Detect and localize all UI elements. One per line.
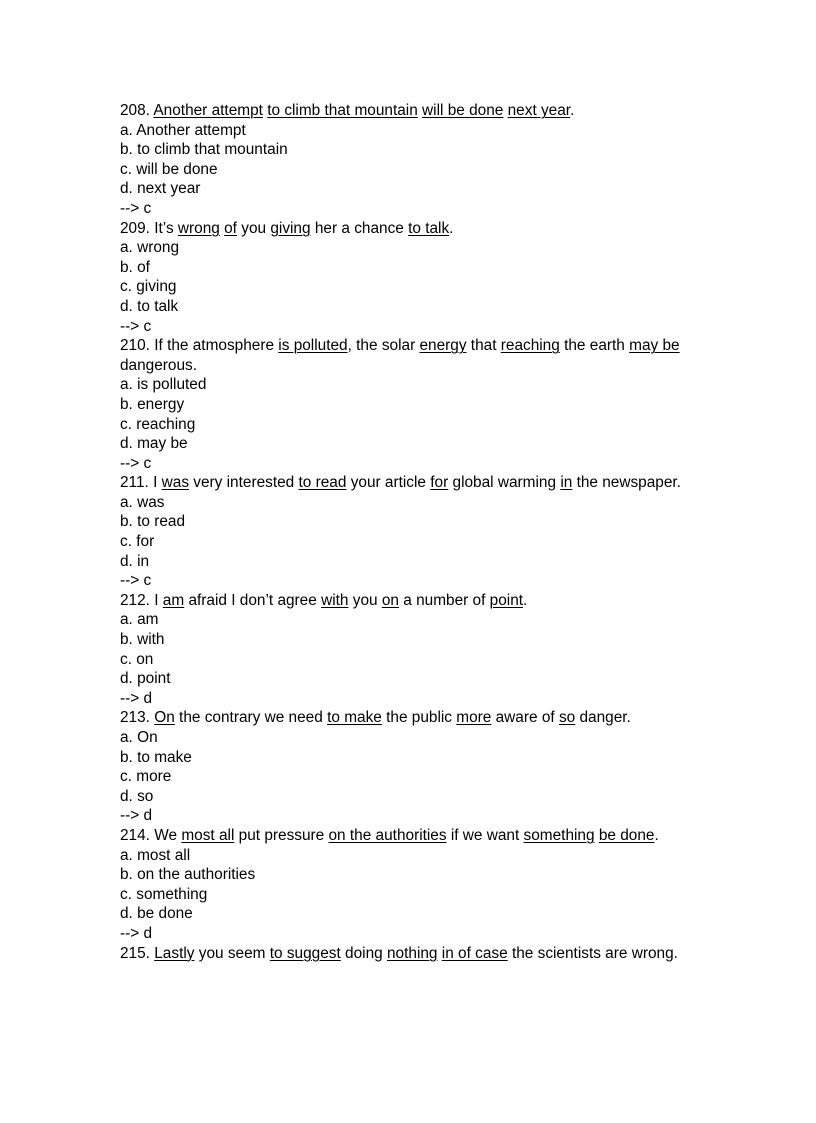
underlined-phrase: in of case	[441, 944, 508, 962]
answer-option: b. to make	[120, 748, 192, 766]
question-block	[120, 944, 690, 964]
underlined-phrase: so	[558, 709, 576, 727]
question-block	[120, 336, 690, 473]
underlined-phrase: to talk	[408, 219, 450, 237]
question-block	[120, 473, 690, 591]
question-stem	[120, 708, 690, 728]
stem-text: doing	[340, 944, 387, 962]
answer-option: a. On	[120, 729, 158, 746]
question-number: 211.	[120, 474, 149, 492]
answer-option: a. am	[120, 611, 159, 629]
underlined-phrase: reaching	[500, 337, 560, 355]
stem-text: the scientists are wrong.	[507, 944, 678, 962]
underlined-phrase: to climb that mountain	[267, 102, 418, 119]
underlined-phrase: be done	[598, 826, 655, 844]
question-stem	[120, 473, 690, 493]
stem-text: the contrary we need	[174, 709, 328, 727]
question-document	[120, 101, 690, 963]
stem-text: you	[348, 591, 382, 609]
stem-text: put pressure	[234, 826, 329, 844]
underlined-phrase: giving	[270, 219, 311, 237]
answer-option: c. on	[120, 650, 154, 668]
underlined-phrase: point	[489, 591, 524, 609]
stem-text: .	[570, 102, 575, 119]
answer-option: b. with	[120, 631, 165, 649]
answer-option: d. point	[120, 670, 171, 688]
question-number: 212.	[120, 591, 150, 609]
underlined-phrase: for	[430, 474, 449, 492]
stem-text: very interested	[189, 474, 299, 492]
question-number: 215.	[120, 944, 150, 962]
underlined-phrase: wrong	[177, 219, 220, 237]
stem-text: I	[148, 474, 162, 492]
answer-option: c. for	[120, 533, 155, 551]
stem-text: you	[236, 219, 271, 237]
answer-option: b. energy	[120, 395, 185, 413]
underlined-phrase: most all	[181, 826, 235, 844]
answer-option: c. something	[120, 885, 208, 903]
question-number: 208.	[120, 102, 150, 119]
question-stem	[120, 336, 690, 375]
underlined-phrase: with	[321, 591, 349, 609]
underlined-phrase: will be done	[422, 102, 504, 119]
answer-option: d. next year	[120, 180, 201, 198]
question-stem	[120, 591, 690, 611]
stem-text: a number of	[398, 591, 490, 609]
underlined-phrase: next year	[507, 102, 571, 119]
answer-option: a. wrong	[120, 239, 180, 257]
question-stem	[120, 219, 690, 239]
underlined-phrase: Another attempt	[153, 102, 263, 119]
answer-key: --> c	[120, 572, 152, 590]
stem-text: .	[654, 826, 659, 844]
answer-option: b. of	[120, 258, 150, 276]
answer-key: --> c	[120, 199, 152, 217]
answer-option: b. to read	[120, 513, 186, 531]
answer-option: a. Another attempt	[120, 121, 246, 139]
stem-text: .	[523, 591, 528, 609]
answer-option: a. most all	[120, 846, 191, 864]
underlined-phrase: On	[154, 709, 175, 727]
answer-option: b. to climb that mountain	[120, 141, 288, 159]
question-block	[120, 219, 690, 337]
underlined-phrase: on	[381, 591, 399, 609]
question-number: 209.	[120, 219, 150, 237]
stem-text: If the atmosphere	[149, 337, 279, 355]
stem-text: aware of	[491, 709, 559, 727]
answer-key: --> c	[120, 454, 152, 472]
stem-text: It’s	[149, 219, 178, 237]
question-number: 214.	[120, 826, 150, 844]
answer-key: --> d	[120, 807, 153, 825]
answer-key: --> d	[120, 689, 153, 707]
underlined-phrase: in	[560, 474, 573, 492]
question-number: 210.	[120, 337, 150, 355]
answer-option: d. so	[120, 787, 154, 805]
question-stem	[120, 826, 690, 846]
underlined-phrase: to suggest	[269, 944, 341, 962]
answer-option: c. will be done	[120, 160, 218, 178]
stem-text: .	[449, 219, 454, 237]
underlined-phrase: is polluted	[278, 337, 348, 355]
answer-option: d. to talk	[120, 297, 179, 315]
question-block	[120, 101, 690, 219]
underlined-phrase: energy	[419, 337, 467, 355]
underlined-phrase: more	[456, 709, 492, 727]
underlined-phrase: was	[161, 474, 190, 492]
underlined-phrase: on the authorities	[328, 826, 447, 844]
answer-key: --> d	[120, 924, 153, 942]
underlined-phrase: something	[523, 826, 595, 844]
answer-option: b. on the authorities	[120, 866, 256, 884]
question-stem	[120, 944, 690, 964]
answer-option: d. be done	[120, 905, 193, 923]
answer-key: --> c	[120, 317, 152, 335]
stem-text: dangerous.	[120, 356, 198, 374]
underlined-phrase: to make	[327, 709, 382, 727]
stem-text: if we want	[446, 826, 524, 844]
stem-text: I	[149, 591, 163, 609]
underlined-phrase: may be	[629, 337, 680, 355]
answer-option: d. in	[120, 552, 150, 570]
answer-option: d. may be	[120, 435, 188, 453]
underlined-phrase: of	[224, 219, 237, 237]
stem-text: We	[149, 826, 182, 844]
stem-text: the public	[381, 709, 457, 727]
question-block	[120, 591, 690, 709]
stem-text: global warming	[448, 474, 561, 492]
question-block	[120, 708, 690, 826]
stem-text: you seem	[194, 944, 270, 962]
question-stem	[120, 101, 690, 121]
stem-text: afraid I don’t agree	[184, 591, 322, 609]
answer-option: a. is polluted	[120, 376, 207, 394]
answer-option: c. giving	[120, 278, 177, 296]
answer-option: c. reaching	[120, 415, 196, 433]
stem-text: the earth	[559, 337, 630, 355]
underlined-phrase: nothing	[387, 944, 438, 962]
stem-text: your article	[346, 474, 431, 492]
stem-text: her a chance	[310, 219, 409, 237]
underlined-phrase: am	[162, 591, 185, 609]
underlined-phrase: Lastly	[154, 944, 195, 962]
question-block	[120, 826, 690, 944]
stem-text: the newspaper.	[572, 474, 681, 492]
answer-option: a. was	[120, 493, 165, 511]
stem-text: danger.	[575, 709, 631, 727]
underlined-phrase: to read	[298, 474, 347, 492]
answer-option: c. more	[120, 768, 172, 786]
question-number: 213.	[120, 709, 150, 727]
stem-text: , the solar	[347, 337, 420, 355]
stem-text: that	[466, 337, 501, 355]
